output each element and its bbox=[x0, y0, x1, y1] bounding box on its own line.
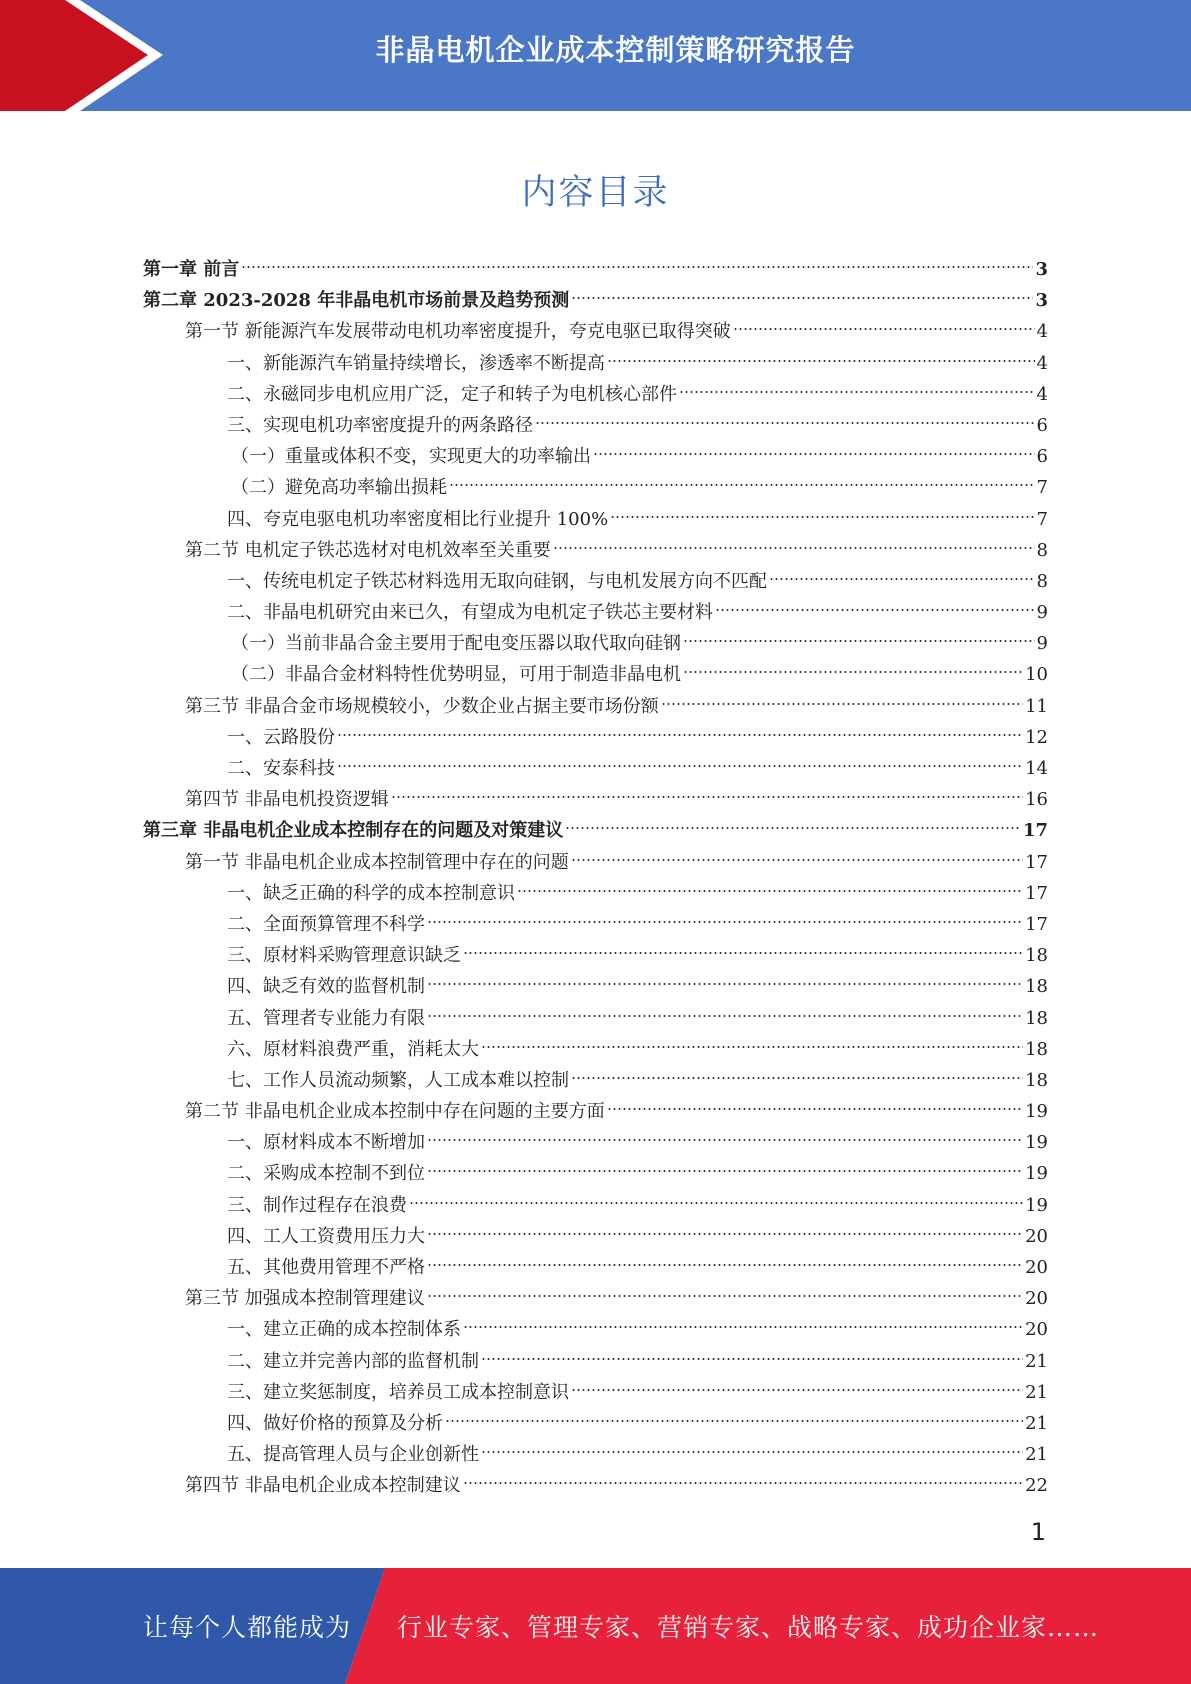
toc-entry-label: 二、非晶电机研究由来已久，有望成为电机定子铁芯主要材料 bbox=[227, 602, 713, 624]
toc-leader-dots bbox=[571, 295, 1033, 301]
toc-leader-dots bbox=[241, 264, 1033, 270]
toc-leader-dots bbox=[463, 1324, 1023, 1330]
toc-leader-dots bbox=[481, 1356, 1023, 1362]
header-title: 非晶电机企业成本控制策略研究报告 bbox=[375, 33, 856, 67]
toc-entry-page: 17 bbox=[1025, 913, 1048, 935]
toc-entry-page: 6 bbox=[1036, 414, 1048, 436]
footer-slogan-right: 行业专家、管理专家、营销专家、战略专家、成功企业家…… bbox=[397, 1613, 1100, 1642]
toc-entry-page: 16 bbox=[1025, 789, 1048, 811]
toc-entry[interactable] bbox=[143, 628, 1048, 659]
toc-leader-dots bbox=[445, 1418, 1023, 1424]
page-number: 1 bbox=[1030, 1518, 1046, 1546]
toc-entry-label: 四、夸克电驱电机功率密度相比行业提升 100% bbox=[227, 508, 609, 530]
toc-leader-dots bbox=[535, 420, 1035, 426]
toc-entry-label: 第一节 非晶电机企业成本控制管理中存在的问题 bbox=[185, 851, 569, 873]
toc-entry-page: 11 bbox=[1025, 695, 1048, 717]
toc-entry-label: 七、工作人员流动频繁，人工成本难以控制 bbox=[227, 1069, 569, 1091]
footer-slogan-left: 让每个人都能成为 bbox=[143, 1613, 352, 1642]
toc-entry[interactable] bbox=[143, 1221, 1048, 1252]
toc-entry-page: 18 bbox=[1025, 1038, 1048, 1060]
toc-entry-page: 8 bbox=[1036, 570, 1048, 592]
toc-entry-label: （一）重量或体积不变，实现更大的功率输出 bbox=[231, 446, 591, 468]
toc-entry-label: 一、缺乏正确的科学的成本控制意识 bbox=[227, 882, 515, 904]
toc-entry-label: 二、全面预算管理不科学 bbox=[227, 913, 425, 935]
toc-entry[interactable] bbox=[143, 472, 1048, 503]
toc-entry-page: 9 bbox=[1036, 633, 1048, 655]
toc-entry-page: 3 bbox=[1035, 290, 1048, 312]
toc-entry[interactable] bbox=[143, 753, 1048, 784]
toc-entry-label: 五、管理者专业能力有限 bbox=[227, 1007, 425, 1029]
toc-entry-page: 21 bbox=[1025, 1350, 1048, 1372]
toc-entry-label: 第一节 新能源汽车发展带动电机功率密度提升，夸克电驱已取得突破 bbox=[185, 321, 731, 343]
toc-entry[interactable] bbox=[143, 659, 1048, 690]
toc-entry-page: 17 bbox=[1022, 820, 1048, 842]
toc-leader-dots bbox=[427, 1013, 1023, 1019]
toc-entry-label: 二、安泰科技 bbox=[227, 758, 335, 779]
toc-entry-label: 第三章 非晶电机企业成本控制存在的问题及对策建议 bbox=[143, 820, 564, 842]
toc-title: 内容目录 bbox=[521, 173, 670, 213]
toc-entry-label: 第三节 非晶合金市场规模较小，少数企业占据主要市场份额 bbox=[185, 695, 659, 717]
toc-entry[interactable] bbox=[143, 1252, 1048, 1283]
toc-leader-dots bbox=[571, 1075, 1023, 1081]
toc-entry-page: 20 bbox=[1025, 1319, 1048, 1341]
toc-leader-dots bbox=[661, 701, 1023, 707]
toc-entry[interactable] bbox=[143, 1408, 1048, 1439]
toc-entry-label: 三、建立奖惩制度，培养员工成本控制意识 bbox=[227, 1381, 569, 1403]
toc-entry[interactable] bbox=[143, 1034, 1048, 1065]
footer-banner bbox=[0, 1568, 1191, 1684]
toc-entry-label: 第四节 非晶电机投资逻辑 bbox=[185, 789, 389, 811]
toc-entry[interactable] bbox=[143, 722, 1048, 753]
toc-leader-dots bbox=[571, 857, 1023, 863]
toc-entry[interactable] bbox=[143, 285, 1048, 316]
toc-entry-label: 一、原材料成本不断增加 bbox=[227, 1132, 425, 1154]
toc-entry-label: 第二章 2023-2028 年非晶电机市场前景及趋势预测 bbox=[143, 290, 570, 312]
toc-entry[interactable] bbox=[143, 784, 1048, 815]
toc-entry-label: 四、做好价格的预算及分析 bbox=[227, 1412, 443, 1434]
toc-entry-page: 4 bbox=[1036, 352, 1048, 374]
toc-entry[interactable] bbox=[143, 1003, 1048, 1034]
toc-entry-page: 22 bbox=[1025, 1475, 1048, 1497]
toc-leader-dots bbox=[593, 451, 1035, 457]
toc-entry-page: 14 bbox=[1025, 758, 1048, 779]
toc-leader-dots bbox=[427, 981, 1023, 987]
toc-leader-dots bbox=[481, 1044, 1023, 1050]
toc-entry[interactable] bbox=[143, 909, 1048, 940]
toc-entry[interactable] bbox=[143, 379, 1048, 410]
toc-entry-label: 五、其他费用管理不严格 bbox=[227, 1257, 425, 1278]
toc-leader-dots bbox=[769, 576, 1035, 582]
toc-entry-page: 4 bbox=[1036, 321, 1048, 343]
toc-entry-page: 6 bbox=[1036, 446, 1048, 468]
toc-entry-page: 21 bbox=[1025, 1444, 1048, 1466]
toc-entry[interactable] bbox=[143, 971, 1048, 1002]
toc-entry-page: 17 bbox=[1025, 882, 1048, 904]
toc-entry-page: 21 bbox=[1025, 1412, 1048, 1434]
toc-entry[interactable] bbox=[143, 1127, 1048, 1158]
toc-leader-dots bbox=[571, 1387, 1023, 1393]
toc-leader-dots bbox=[679, 389, 1035, 395]
toc-leader-dots bbox=[683, 638, 1035, 644]
toc-entry[interactable] bbox=[143, 348, 1048, 379]
toc-entry-page: 12 bbox=[1025, 726, 1048, 748]
toc-entry-label: （二）非晶合金材料特性优势明显，可用于制造非晶电机 bbox=[231, 664, 681, 686]
toc-entry-page: 19 bbox=[1025, 1132, 1048, 1154]
header-banner bbox=[0, 0, 1191, 111]
toc-leader-dots bbox=[409, 1200, 1023, 1206]
toc-entry[interactable] bbox=[143, 1096, 1048, 1127]
toc-entry-page: 18 bbox=[1025, 976, 1048, 998]
toc-entry-page: 19 bbox=[1025, 1194, 1048, 1216]
toc-entry-label: 第四节 非晶电机企业成本控制建议 bbox=[185, 1475, 461, 1497]
toc-leader-dots bbox=[427, 1137, 1023, 1143]
toc-entry-label: （一）当前非晶合金主要用于配电变压器以取代取向硅钢 bbox=[231, 633, 681, 655]
toc-entry[interactable] bbox=[143, 1439, 1048, 1470]
toc-entry[interactable] bbox=[143, 1377, 1048, 1408]
toc-entry-page: 20 bbox=[1025, 1257, 1048, 1278]
toc-entry[interactable] bbox=[143, 316, 1048, 347]
toc-leader-dots bbox=[481, 1449, 1023, 1455]
toc-entry-label: 第三节 加强成本控制管理建议 bbox=[185, 1288, 425, 1310]
toc-entry-label: 二、建立并完善内部的监督机制 bbox=[227, 1350, 479, 1372]
toc-entry-page: 8 bbox=[1036, 539, 1048, 561]
toc-entry[interactable] bbox=[143, 1314, 1048, 1345]
toc-entry-page: 9 bbox=[1036, 602, 1048, 624]
toc-entry-label: 一、传统电机定子铁芯材料选用无取向硅钢，与电机发展方向不匹配 bbox=[227, 570, 767, 592]
toc-leader-dots bbox=[337, 732, 1023, 738]
toc-entry[interactable] bbox=[143, 410, 1048, 441]
toc-entry[interactable] bbox=[143, 1470, 1048, 1501]
toc-entry-page: 20 bbox=[1025, 1288, 1048, 1310]
toc-entry-page: 4 bbox=[1036, 383, 1048, 405]
toc-entry-page: 3 bbox=[1035, 259, 1048, 280]
toc-entry-label: 二、采购成本控制不到位 bbox=[227, 1163, 425, 1185]
toc-entry-page: 20 bbox=[1025, 1225, 1048, 1247]
toc-entry[interactable] bbox=[143, 878, 1048, 909]
toc-leader-dots bbox=[427, 1293, 1023, 1299]
toc-leader-dots bbox=[427, 1262, 1023, 1268]
toc-leader-dots bbox=[391, 794, 1023, 800]
toc-entry[interactable] bbox=[143, 847, 1048, 878]
toc-entry[interactable] bbox=[143, 1346, 1048, 1377]
toc-leader-dots bbox=[715, 607, 1035, 613]
toc-entry-page: 19 bbox=[1025, 1101, 1048, 1123]
toc-leader-dots bbox=[565, 825, 1021, 831]
toc-entry[interactable] bbox=[143, 1283, 1048, 1314]
toc-entry-label: 一、建立正确的成本控制体系 bbox=[227, 1319, 461, 1341]
toc-entry-label: 二、永磁同步电机应用广泛，定子和转子为电机核心部件 bbox=[227, 383, 677, 405]
toc-entry[interactable] bbox=[143, 1065, 1048, 1096]
toc-entry-label: 六、原材料浪费严重，消耗太大 bbox=[227, 1038, 479, 1060]
toc-entry[interactable] bbox=[143, 1190, 1048, 1221]
toc-entry-page: 10 bbox=[1025, 664, 1048, 686]
toc-leader-dots bbox=[607, 358, 1035, 364]
toc-entry-label: 三、实现电机功率密度提升的两条路径 bbox=[227, 414, 533, 436]
toc-entry-page: 21 bbox=[1025, 1381, 1048, 1403]
toc-entry-label: 三、制作过程存在浪费 bbox=[227, 1194, 407, 1216]
toc-leader-dots bbox=[683, 669, 1023, 675]
toc-entry[interactable] bbox=[143, 441, 1048, 472]
toc-entry-page: 18 bbox=[1025, 945, 1048, 967]
toc-entry-page: 18 bbox=[1025, 1007, 1048, 1029]
toc-leader-dots bbox=[607, 1106, 1023, 1112]
toc-entry-label: 五、提高管理人员与企业创新性 bbox=[227, 1444, 479, 1466]
toc-leader-dots bbox=[427, 919, 1023, 925]
toc-leader-dots bbox=[463, 1480, 1023, 1486]
toc-entry-page: 7 bbox=[1036, 508, 1048, 530]
toc-leader-dots bbox=[449, 482, 1035, 488]
toc-entry-label: 第二节 电机定子铁芯选材对电机效率至关重要 bbox=[185, 539, 551, 561]
toc-entry-page: 7 bbox=[1036, 477, 1048, 499]
toc-leader-dots bbox=[337, 763, 1023, 769]
toc-entry-page: 17 bbox=[1025, 851, 1048, 873]
toc-entry-label: 第一章 前言 bbox=[143, 259, 240, 280]
toc-entry-label: 第二节 非晶电机企业成本控制中存在问题的主要方面 bbox=[185, 1101, 605, 1123]
toc-entry[interactable] bbox=[143, 940, 1048, 971]
toc-leader-dots bbox=[610, 514, 1034, 520]
toc-entry[interactable] bbox=[143, 1158, 1048, 1189]
toc-entry-page: 18 bbox=[1025, 1069, 1048, 1091]
toc-entry[interactable] bbox=[143, 535, 1048, 566]
toc-leader-dots bbox=[427, 1168, 1023, 1174]
toc-leader-dots bbox=[463, 950, 1023, 956]
toc-entry[interactable] bbox=[143, 691, 1048, 722]
toc-entry-label: （二）避免高功率输出损耗 bbox=[231, 477, 447, 499]
toc-entry-label: 一、新能源汽车销量持续增长，渗透率不断提高 bbox=[227, 352, 605, 374]
toc-entry[interactable] bbox=[143, 815, 1048, 846]
toc-leader-dots bbox=[553, 545, 1035, 551]
toc-leader-dots bbox=[517, 888, 1023, 894]
toc-leader-dots bbox=[427, 1231, 1023, 1237]
toc-entry-label: 一、云路股份 bbox=[227, 726, 335, 748]
toc-entry-label: 三、原材料采购管理意识缺乏 bbox=[227, 945, 461, 967]
toc-entry[interactable] bbox=[143, 254, 1048, 285]
table-of-contents bbox=[143, 254, 1048, 1502]
toc-entry-page: 19 bbox=[1025, 1163, 1048, 1185]
toc-entry[interactable] bbox=[143, 566, 1048, 597]
toc-entry[interactable] bbox=[143, 597, 1048, 628]
toc-entry[interactable] bbox=[143, 504, 1048, 535]
toc-entry-label: 四、工人工资费用压力大 bbox=[227, 1225, 425, 1247]
toc-leader-dots bbox=[733, 326, 1035, 332]
toc-entry-label: 四、缺乏有效的监督机制 bbox=[227, 976, 425, 998]
